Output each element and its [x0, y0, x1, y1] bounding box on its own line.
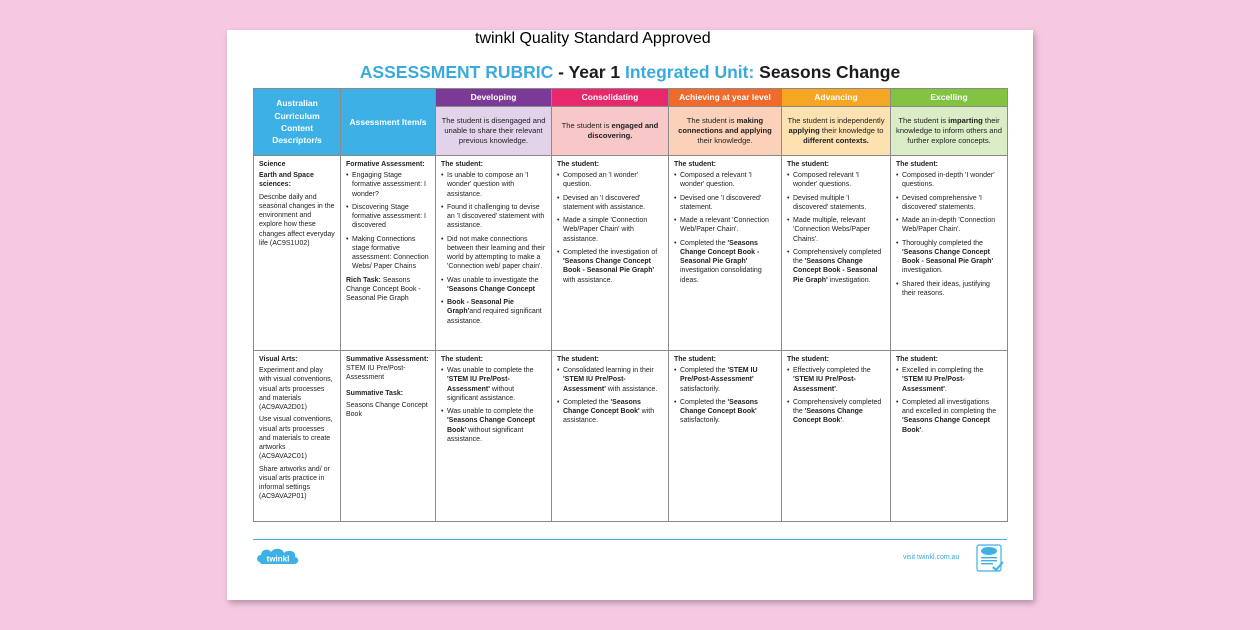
level-developing: Developing: [436, 89, 552, 107]
list-item: • Devised an 'I discovered' statement with assistance.: [557, 194, 663, 212]
achieving-description: The student is making connections and applying their knowledge.: [669, 107, 782, 156]
list-item: • Completed the 'Seasons Change Concept Book' with assistance.: [557, 398, 663, 426]
list-item: • Was unable to investigate the 'Seasons Change Concept: [441, 276, 546, 294]
list-item: • Completed the 'Seasons Change Concept Book - Seasonal Pie Graph' investigation consolidating ideas.: [674, 239, 776, 285]
list-item: • Was unable to complete the 'STEM IU Pre/Post-Assessment' without significant assistance.: [441, 366, 546, 403]
list-item: • Composed in-depth 'I wonder' questions.: [896, 171, 1002, 189]
visual-arts-curriculum-cell: Visual Arts: Experiment and play with visual conventions, visual arts processes and materials (AC9AVA2D01) Use visual conventions, visual arts processes and materials to create artworks (AC9AVA2C01) Share artworks and/ or visual arts practice in informal settings (AC9AVA2P01): [254, 351, 341, 522]
document-title: ASSESSMENT RUBRIC - Year 1 Integrated Unit: Seasons Change: [359, 62, 901, 82]
list-item: • Shared their ideas, justifying their reasons.: [896, 280, 1002, 298]
list-item: • Comprehensively completed the 'Seasons Change Concept Book'.: [787, 398, 885, 426]
table-row: [254, 156, 1008, 351]
list-item: • Effectively completed the 'STEM IU Pre/Post-Assessment'.: [787, 366, 885, 394]
list-item: • Is unable to compose an 'I wonder' question with assistance.: [441, 171, 546, 199]
list-item: • Made an in-depth 'Connection Web/Paper Chain'.: [896, 216, 1002, 234]
list-item: • Found it challenging to devise an 'I discovered' statement with assistance.: [441, 203, 546, 231]
list-item: • Composed relevant 'I wonder' questions.: [787, 171, 885, 189]
list-item: • Excelled in completing the 'STEM IU Pre/Post-Assessment'.: [896, 366, 1002, 394]
consolidating-description: The student is engaged and discovering.: [552, 107, 669, 156]
list-item: • Making Connections stage formative assessment: Connection Webs/ Paper Chains: [346, 235, 430, 272]
excelling-cell: The student: • Composed in-depth 'I wonder' questions. • Devised comprehensive 'I discovered' statements. • Made an in-depth 'Connection Web/Paper Chain'. • Thoroughly completed the 'Seasons Change Concept Book - Seasonal Pie Graph' investigation. • Shared their ideas, justifying their reasons.: [891, 156, 1008, 351]
list-item: • Devised comprehensive 'I discovered' statements.: [896, 194, 1002, 212]
list-item: • Consolidated learning in their 'STEM IU Pre/Post-Assessment' with assistance.: [557, 366, 663, 394]
svg-text:twinkl: twinkl: [266, 554, 290, 564]
developing-cell: The student: • Is unable to compose an 'I wonder' question with assistance. • Found it challenging to devise an 'I discovered' statement with assistance. • Did not make connections between their learning and their world by attempting to make a 'Connection web/ paper chain'. • Was unable to investigate the 'Seasons Change Concept • Book - Seasonal Pie Graph'and required significant assistance.: [436, 156, 552, 351]
developing-cell: The student: • Was unable to complete the 'STEM IU Pre/Post-Assessment' without significant assistance. • Was unable to complete the 'Seasons Change Concept Book' without significant assistance.: [436, 351, 552, 522]
advancing-description: The student is independently applying their knowledge to different contexts.: [782, 107, 891, 156]
list-item: • Composed an 'I wonder' question.: [557, 171, 663, 189]
excelling-description: The student is imparting their knowledge to inform others and further explore concepts.: [891, 107, 1008, 156]
advancing-cell: The student: • Effectively completed the 'STEM IU Pre/Post-Assessment'. • Comprehensively completed the 'Seasons Change Concept Book'.: [782, 351, 891, 522]
level-achieving: Achieving at year level: [669, 89, 782, 107]
developing-description: The student is disengaged and unable to share their relevant previous knowledge.: [436, 107, 552, 156]
list-item: • Completed the 'Seasons Change Concept Book' satisfactorily.: [674, 398, 776, 426]
list-item: • Made multiple, relevant 'Connection Webs/Paper Chains'.: [787, 216, 885, 244]
header-curriculum: Australian Curriculum Content Descriptor/s: [254, 89, 341, 156]
consolidating-cell: The student: • Composed an 'I wonder' question. • Devised an 'I discovered' statement with assistance. • Made a simple 'Connection Web/Paper Chain' with assistance. • Completed the investigation of 'Seasons Change Concept Book - Seasonal Pie Graph' with assistance.: [552, 156, 669, 351]
list-item: • Discovering Stage formative assessment: I discovered: [346, 203, 430, 231]
level-excelling: Excelling: [891, 89, 1008, 107]
level-advancing: Advancing: [782, 89, 891, 107]
list-item: • Devised multiple 'I discovered' statements.: [787, 194, 885, 212]
science-curriculum-cell: Science Earth and Space sciences: Describe daily and seasonal changes in the environment and explore how these changes affect everyday life (AC9S1U02): [254, 156, 341, 351]
twinkl-logo-icon: [255, 546, 301, 566]
summative-assessment-cell: Summative Assessment: STEM IU Pre/Post-Assessment Summative Task: Seasons Change Concept Book: [341, 351, 436, 522]
list-item: • Did not make connections between their learning and their world by attempting to make a 'Connection web/ paper chain'.: [441, 235, 546, 272]
achieving-cell: The student: • Composed a relevant 'I wonder' question. • Devised one 'I discovered' statement. • Made a relevant 'Connection Web/Paper Chain'. • Completed the 'Seasons Change Concept Book - Seasonal Pie Graph' investigation consolidating ideas.: [669, 156, 782, 351]
svg-text:twinkl Quality Standard Approv: twinkl Quality Standard Approved: [475, 30, 711, 47]
list-item: • Comprehensively completed the 'Seasons Change Concept Book - Seasonal Pie Graph' investigation.: [787, 248, 885, 285]
list-item: • Composed a relevant 'I wonder' question.: [674, 171, 776, 189]
consolidating-cell: The student: • Consolidated learning in their 'STEM IU Pre/Post-Assessment' with assistance. • Completed the 'Seasons Change Concept Book' with assistance.: [552, 351, 669, 522]
list-item: • Made a relevant 'Connection Web/Paper Chain'.: [674, 216, 776, 234]
level-consolidating: Consolidating: [552, 89, 669, 107]
list-item: • Was unable to complete the 'Seasons Change Concept Book' without significant assistance.: [441, 407, 546, 444]
rubric-document: [227, 30, 1033, 600]
list-item: • Completed the 'STEM IU Pre/Post-Assessment' satisfactorily.: [674, 366, 776, 394]
list-item: • Engaging Stage formative assessment: I wonder?: [346, 171, 430, 199]
list-item: • Thoroughly completed the 'Seasons Change Concept Book - Seasonal Pie Graph' investigation.: [896, 239, 1002, 276]
list-item: • Book - Seasonal Pie Graph'and required significant assistance.: [441, 298, 546, 326]
list-item: • Devised one 'I discovered' statement.: [674, 194, 776, 212]
footer-divider: [253, 539, 1007, 540]
list-item: • Made a simple 'Connection Web/Paper Chain' with assistance.: [557, 216, 663, 244]
list-item: • Completed the investigation of 'Seasons Change Concept Book - Seasonal Pie Graph' with assistance.: [557, 248, 663, 285]
advancing-cell: The student: • Composed relevant 'I wonder' questions. • Devised multiple 'I discovered' statements. • Made multiple, relevant 'Connection Webs/Paper Chains'. • Comprehensively completed the 'Seasons Change Concept Book - Seasonal Pie Graph' investigation.: [782, 156, 891, 351]
formative-assessment-cell: Formative Assessment: • Engaging Stage formative assessment: I wonder? • Discovering Stage formative assessment: I discovered • Making Connections stage formative assessment: Connection Webs/ Paper Chains Rich Task: Seasons Change Concept Book - Seasonal Pie Graph: [341, 156, 436, 351]
table-row: [254, 351, 1008, 522]
footer-url[interactable]: visit twinkl.com.au: [903, 554, 960, 561]
achieving-cell: The student: • Completed the 'STEM IU Pre/Post-Assessment' satisfactorily. • Completed the 'Seasons Change Concept Book' satisfactorily.: [669, 351, 782, 522]
excelling-cell: The student: • Excelled in completing the 'STEM IU Pre/Post-Assessment'. • Completed all investigations and excelled in completing the 'Seasons Change Concept Book'.: [891, 351, 1008, 522]
rubric-table: [253, 88, 1008, 522]
header-assessment: Assessment Item/s: [341, 89, 436, 156]
list-item: • Completed all investigations and excelled in completing the 'Seasons Change Concept Book'.: [896, 398, 1002, 435]
